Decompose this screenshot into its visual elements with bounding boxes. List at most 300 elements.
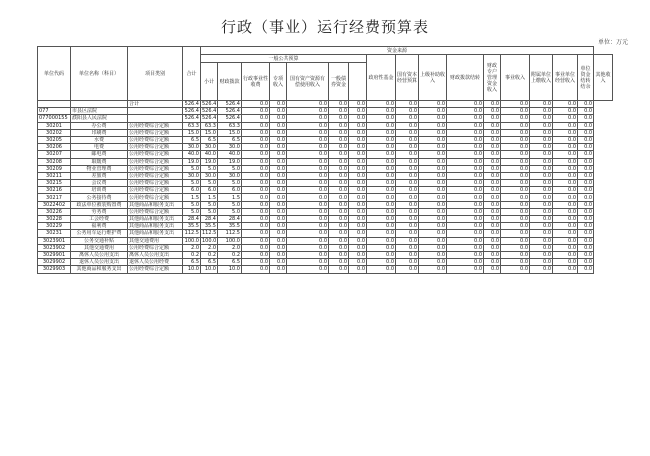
table-row xyxy=(38,201,613,208)
cell-special: 0.0 xyxy=(270,237,287,244)
cell-other: 0.0 xyxy=(578,115,594,122)
cell-total: 5.0 xyxy=(183,201,201,208)
cell-unit-name: 邮电费 xyxy=(71,151,128,158)
cell-business-op: 0.0 xyxy=(530,237,553,244)
cell-item-type: 公用经费综合定额 xyxy=(128,158,183,165)
header-subtotal: 小计 xyxy=(201,63,218,101)
cell-carryover: 0.0 xyxy=(553,237,578,244)
cell-unit-code: 30209 xyxy=(38,165,71,172)
cell-state-asset: 0.0 xyxy=(287,122,329,129)
cell-fiscal-fund: 0.0 xyxy=(419,136,447,143)
cell-total: 63.3 xyxy=(183,122,201,129)
cell-unit-code: 3022402 xyxy=(38,201,71,208)
cell-item-type xyxy=(128,115,183,122)
table-row xyxy=(38,101,613,108)
cell-fiscal: 6.5 xyxy=(218,259,242,266)
cell-special: 0.0 xyxy=(270,223,287,230)
cell-fiscal: 35.5 xyxy=(218,223,242,230)
table-row xyxy=(38,230,613,237)
cell-special-fund: 0.0 xyxy=(447,201,484,208)
cell-special: 0.0 xyxy=(270,136,287,143)
cell-item-type: 公用经费综合定额 xyxy=(128,165,183,172)
cell-fiscal: 0.2 xyxy=(218,251,242,258)
cell-business: 0.0 xyxy=(484,180,501,187)
cell-item-type xyxy=(128,108,183,115)
cell-upper-subsidy: 0.0 xyxy=(396,129,419,136)
cell-state-capital: 0.0 xyxy=(367,158,396,165)
cell-admin-fee: 0.0 xyxy=(242,266,270,273)
cell-admin-fee: 0.0 xyxy=(242,180,270,187)
cell-special-fund: 0.0 xyxy=(447,216,484,223)
cell-other: 0.0 xyxy=(578,237,594,244)
cell-unit-name: 其他商品和服务支出 xyxy=(71,266,128,273)
cell-unit-name: 取暖费 xyxy=(71,158,128,165)
cell-special-fund: 0.0 xyxy=(447,230,484,237)
cell-admin-fee: 0.0 xyxy=(242,165,270,172)
cell-total: 6.0 xyxy=(183,187,201,194)
cell-total: 35.5 xyxy=(183,223,201,230)
cell-special: 0.0 xyxy=(270,266,287,273)
cell-total: 2.0 xyxy=(183,244,201,251)
cell-other: 0.0 xyxy=(578,151,594,158)
cell-special: 0.0 xyxy=(270,244,287,251)
table-row xyxy=(38,136,613,143)
cell-gov-fund: 0.0 xyxy=(349,244,367,251)
cell-item-type: 公用经费综合定额 xyxy=(128,151,183,158)
cell-fiscal: 19.0 xyxy=(218,158,242,165)
cell-unit-name: 濮阳县人民法院 xyxy=(71,115,128,122)
header-special-fund: 财政专户管理资金收入 xyxy=(484,55,501,101)
cell-subtotal: 1.5 xyxy=(201,194,218,201)
cell-general-bond: 0.0 xyxy=(329,180,349,187)
cell-business: 0.0 xyxy=(484,165,501,172)
cell-other: 0.0 xyxy=(578,201,594,208)
cell-subtotal: 5.0 xyxy=(201,201,218,208)
cell-other: 0.0 xyxy=(578,136,594,143)
cell-unit-code: 30228 xyxy=(38,216,71,223)
cell-special-fund: 0.0 xyxy=(447,194,484,201)
cell-special-fund: 0.0 xyxy=(447,136,484,143)
cell-upper-subsidy: 0.0 xyxy=(396,266,419,273)
cell-state-asset: 0.0 xyxy=(287,201,329,208)
cell-business: 0.0 xyxy=(484,251,501,258)
cell-total: 6.5 xyxy=(183,136,201,143)
cell-fiscal-fund: 0.0 xyxy=(419,115,447,122)
cell-fiscal: 1.5 xyxy=(218,194,242,201)
cell-fiscal: 10.0 xyxy=(218,266,242,273)
cell-unit-name: 劳务费 xyxy=(71,208,128,215)
cell-subtotal: 35.5 xyxy=(201,223,218,230)
cell-business: 0.0 xyxy=(484,101,501,108)
cell-special: 0.0 xyxy=(270,201,287,208)
cell-state-capital: 0.0 xyxy=(367,180,396,187)
cell-state-capital: 0.0 xyxy=(367,151,396,158)
cell-special-fund: 0.0 xyxy=(447,259,484,266)
cell-special-fund: 0.0 xyxy=(447,237,484,244)
cell-business-op: 0.0 xyxy=(530,230,553,237)
cell-business-op: 0.0 xyxy=(530,251,553,258)
cell-carryover: 0.0 xyxy=(553,201,578,208)
cell-carryover: 0.0 xyxy=(553,151,578,158)
cell-state-capital: 0.0 xyxy=(367,216,396,223)
cell-unit-name: 退休人员公用支出 xyxy=(71,259,128,266)
cell-affiliated: 0.0 xyxy=(501,144,530,151)
cell-general-bond: 0.0 xyxy=(329,201,349,208)
cell-general-bond: 0.0 xyxy=(329,136,349,143)
cell-gov-fund: 0.0 xyxy=(349,136,367,143)
cell-business-op: 0.0 xyxy=(530,129,553,136)
cell-business: 0.0 xyxy=(484,187,501,194)
table-row xyxy=(38,244,613,251)
cell-state-capital: 0.0 xyxy=(367,259,396,266)
cell-business-op: 0.0 xyxy=(530,201,553,208)
cell-fiscal: 526.4 xyxy=(218,101,242,108)
cell-general-bond: 0.0 xyxy=(329,144,349,151)
cell-business: 0.0 xyxy=(484,244,501,251)
cell-carryover: 0.0 xyxy=(553,266,578,273)
header-general-budget: 一般公共预算 xyxy=(201,55,367,63)
cell-total: 526.4 xyxy=(183,101,201,108)
header-affiliated: 附属单位上缴收入 xyxy=(530,55,553,101)
cell-upper-subsidy: 0.0 xyxy=(396,251,419,258)
table-row xyxy=(38,108,613,115)
cell-business-op: 0.0 xyxy=(530,244,553,251)
cell-state-asset: 0.0 xyxy=(287,115,329,122)
cell-carryover: 0.0 xyxy=(553,144,578,151)
cell-other: 0.0 xyxy=(578,187,594,194)
cell-carryover: 0.0 xyxy=(553,244,578,251)
cell-unit-code: 30201 xyxy=(38,122,71,129)
cell-subtotal: 30.0 xyxy=(201,144,218,151)
cell-affiliated: 0.0 xyxy=(501,101,530,108)
cell-special: 0.0 xyxy=(270,172,287,179)
table-row xyxy=(38,122,613,129)
cell-business-op: 0.0 xyxy=(530,187,553,194)
cell-gov-fund: 0.0 xyxy=(349,201,367,208)
table-row xyxy=(38,129,613,136)
cell-unit-name: 公务接待费 xyxy=(71,194,128,201)
cell-unit-code: 3023901 xyxy=(38,237,71,244)
cell-gov-fund: 0.0 xyxy=(349,108,367,115)
header-unit-code: 单位代码 xyxy=(38,47,71,101)
cell-unit-name: 工会经费 xyxy=(71,216,128,223)
cell-fiscal: 63.3 xyxy=(218,122,242,129)
cell-state-asset: 0.0 xyxy=(287,187,329,194)
cell-unit-code: 077 xyxy=(38,108,71,115)
cell-subtotal: 6.0 xyxy=(201,187,218,194)
cell-state-capital: 0.0 xyxy=(367,129,396,136)
cell-state-capital: 0.0 xyxy=(367,115,396,122)
cell-carryover: 0.0 xyxy=(553,136,578,143)
cell-state-asset: 0.0 xyxy=(287,151,329,158)
cell-state-capital: 0.0 xyxy=(367,223,396,230)
cell-upper-subsidy: 0.0 xyxy=(396,165,419,172)
cell-gov-fund: 0.0 xyxy=(349,151,367,158)
cell-state-asset: 0.0 xyxy=(287,208,329,215)
cell-other: 0.0 xyxy=(578,180,594,187)
cell-gov-fund: 0.0 xyxy=(349,101,367,108)
cell-total: 40.0 xyxy=(183,151,201,158)
cell-unit-name: 水费 xyxy=(71,136,128,143)
cell-fiscal: 6.0 xyxy=(218,187,242,194)
cell-business: 0.0 xyxy=(484,151,501,158)
cell-subtotal: 112.5 xyxy=(202,230,217,237)
table-row xyxy=(38,172,613,179)
cell-fiscal: 5.0 xyxy=(218,180,242,187)
cell-special-fund: 0.0 xyxy=(447,187,484,194)
cell-admin-fee: 0.0 xyxy=(242,187,270,194)
cell-gov-fund: 0.0 xyxy=(349,165,367,172)
cell-special-fund: 0.0 xyxy=(447,266,484,273)
cell-fiscal-fund: 0.0 xyxy=(419,251,447,258)
cell-fiscal: 6.5 xyxy=(218,136,242,143)
cell-carryover: 0.0 xyxy=(553,223,578,230)
cell-admin-fee: 0.0 xyxy=(242,244,270,251)
cell-total: 100.0 xyxy=(183,237,201,244)
cell-business-op: 0.0 xyxy=(530,151,553,158)
cell-state-capital: 0.0 xyxy=(367,122,396,129)
cell-upper-subsidy: 0.0 xyxy=(396,101,419,108)
cell-other: 0.0 xyxy=(578,216,594,223)
cell-unit-name: 办公费 xyxy=(71,122,128,129)
cell-fiscal-fund: 0.0 xyxy=(419,237,447,244)
table-row xyxy=(38,208,613,215)
cell-total: 30.0 xyxy=(183,144,201,151)
cell-carryover: 0.0 xyxy=(553,259,578,266)
cell-other: 0.0 xyxy=(578,108,594,115)
table-row xyxy=(38,180,613,187)
cell-item-type: 其他商品和服务支出 xyxy=(128,201,183,208)
cell-gov-fund: 0.0 xyxy=(349,129,367,136)
cell-special-fund: 0.0 xyxy=(447,165,484,172)
table-body xyxy=(38,101,613,274)
cell-fiscal-fund: 0.0 xyxy=(419,201,447,208)
cell-admin-fee: 0.0 xyxy=(242,208,270,215)
cell-unit-code: 3029901 xyxy=(38,251,71,258)
cell-other: 0.0 xyxy=(578,172,594,179)
cell-fiscal: 30.0 xyxy=(218,144,242,151)
cell-gov-fund: 0.0 xyxy=(349,216,367,223)
cell-carryover: 0.0 xyxy=(553,122,578,129)
cell-general-bond: 0.0 xyxy=(329,244,349,251)
cell-admin-fee: 0.0 xyxy=(242,259,270,266)
cell-gov-fund: 0.0 xyxy=(349,187,367,194)
cell-admin-fee: 0.0 xyxy=(242,194,270,201)
cell-subtotal: 63.3 xyxy=(201,122,218,129)
cell-other: 0.0 xyxy=(578,194,594,201)
cell-business: 0.0 xyxy=(484,266,501,273)
cell-total: 526.4 xyxy=(183,115,201,122)
cell-unit-code: 30217 xyxy=(38,194,71,201)
cell-other: 0.0 xyxy=(578,122,594,129)
cell-affiliated: 0.0 xyxy=(501,194,530,201)
cell-business-op: 0.0 xyxy=(530,259,553,266)
cell-special-fund: 0.0 xyxy=(447,129,484,136)
cell-affiliated: 0.0 xyxy=(501,158,530,165)
cell-unit-name: 政法单位被装购置费 xyxy=(71,201,128,208)
cell-unit-code: 30215 xyxy=(38,180,71,187)
cell-special: 0.0 xyxy=(270,158,287,165)
cell-carryover: 0.0 xyxy=(553,187,578,194)
cell-business-op: 0.0 xyxy=(530,216,553,223)
cell-subtotal: 5.0 xyxy=(201,208,218,215)
cell-business-op: 0.0 xyxy=(530,194,553,201)
cell-business: 0.0 xyxy=(484,115,501,122)
cell-general-bond: 0.0 xyxy=(329,172,349,179)
cell-special: 0.0 xyxy=(270,108,287,115)
cell-upper-subsidy: 0.0 xyxy=(396,187,419,194)
cell-special-fund: 0.0 xyxy=(447,180,484,187)
header-business: 事业收入 xyxy=(501,55,530,101)
cell-affiliated: 0.0 xyxy=(501,237,530,244)
cell-general-bond: 0.0 xyxy=(329,101,349,108)
cell-total: 28.4 xyxy=(183,216,201,223)
cell-upper-subsidy: 0.0 xyxy=(396,115,419,122)
cell-other: 0.0 xyxy=(578,259,594,266)
cell-special-fund: 0.0 xyxy=(447,151,484,158)
cell-fiscal: 100.0 xyxy=(218,237,242,244)
cell-gov-fund: 0.0 xyxy=(349,172,367,179)
cell-subtotal: 100.0 xyxy=(202,237,217,244)
cell-affiliated: 0.0 xyxy=(501,108,530,115)
cell-gov-fund: 0.0 xyxy=(349,158,367,165)
cell-business: 0.0 xyxy=(484,108,501,115)
header-admin-fee: 行政事业性收费 xyxy=(242,63,270,101)
cell-gov-fund: 0.0 xyxy=(349,115,367,122)
cell-item-type: 公用经费综合定额 xyxy=(128,244,183,251)
cell-affiliated: 0.0 xyxy=(501,136,530,143)
header-item-type: 项目类别 xyxy=(128,47,183,101)
cell-upper-subsidy: 0.0 xyxy=(396,259,419,266)
cell-total: 6.5 xyxy=(183,259,201,266)
cell-gov-fund: 0.0 xyxy=(349,180,367,187)
cell-special: 0.0 xyxy=(270,144,287,151)
cell-state-asset: 0.0 xyxy=(287,165,329,172)
cell-business: 0.0 xyxy=(484,259,501,266)
table-row xyxy=(38,194,613,201)
cell-other: 0.0 xyxy=(578,208,594,215)
cell-business-op: 0.0 xyxy=(530,136,553,143)
cell-admin-fee: 0.0 xyxy=(242,129,270,136)
cell-gov-fund: 0.0 xyxy=(349,259,367,266)
cell-admin-fee: 0.0 xyxy=(242,158,270,165)
cell-carryover: 0.0 xyxy=(553,115,578,122)
cell-special: 0.0 xyxy=(270,165,287,172)
cell-business: 0.0 xyxy=(484,201,501,208)
cell-state-capital: 0.0 xyxy=(367,208,396,215)
cell-unit-code: 30216 xyxy=(38,187,71,194)
cell-affiliated: 0.0 xyxy=(501,129,530,136)
cell-subtotal: 0.2 xyxy=(201,251,218,258)
cell-fiscal-fund: 0.0 xyxy=(419,208,447,215)
cell-affiliated: 0.0 xyxy=(501,180,530,187)
cell-general-bond: 0.0 xyxy=(329,237,349,244)
cell-unit-code: 30211 xyxy=(38,172,71,179)
cell-business: 0.0 xyxy=(484,237,501,244)
cell-fiscal-fund: 0.0 xyxy=(419,158,447,165)
cell-affiliated: 0.0 xyxy=(501,251,530,258)
cell-upper-subsidy: 0.0 xyxy=(396,201,419,208)
cell-item-type: 公用经费综合定额 xyxy=(128,194,183,201)
table-row xyxy=(38,158,613,165)
header-general-bond: 一般债券资金 xyxy=(329,63,349,101)
cell-fiscal-fund: 0.0 xyxy=(419,122,447,129)
cell-carryover: 0.0 xyxy=(553,208,578,215)
cell-special-fund: 0.0 xyxy=(447,122,484,129)
cell-business: 0.0 xyxy=(484,129,501,136)
cell-affiliated: 0.0 xyxy=(501,201,530,208)
cell-general-bond: 0.0 xyxy=(329,165,349,172)
cell-special: 0.0 xyxy=(270,216,287,223)
cell-gov-fund: 0.0 xyxy=(349,266,367,273)
cell-total: 19.0 xyxy=(183,158,201,165)
cell-fiscal-fund: 0.0 xyxy=(419,172,447,179)
table-row xyxy=(38,251,613,258)
cell-item-type: 公用经费综合定额 xyxy=(128,122,183,129)
cell-total: 1.5 xyxy=(183,194,201,201)
cell-fiscal: 526.4 xyxy=(218,115,242,122)
cell-unit-name: 印刷费 xyxy=(71,129,128,136)
cell-carryover: 0.0 xyxy=(553,251,578,258)
cell-general-bond: 0.0 xyxy=(329,251,349,258)
cell-state-capital: 0.0 xyxy=(367,201,396,208)
cell-fiscal: 2.0 xyxy=(218,244,242,251)
cell-admin-fee: 0.0 xyxy=(242,172,270,179)
cell-unit-code: 077000155 xyxy=(38,115,71,122)
cell-state-capital: 0.0 xyxy=(367,144,396,151)
cell-fiscal-fund: 0.0 xyxy=(419,216,447,223)
cell-unit-code: 30207 xyxy=(38,151,71,158)
cell-business: 0.0 xyxy=(484,172,501,179)
cell-carryover: 0.0 xyxy=(553,165,578,172)
cell-state-asset: 0.0 xyxy=(287,108,329,115)
cell-business: 0.0 xyxy=(484,223,501,230)
cell-upper-subsidy: 0.0 xyxy=(396,108,419,115)
cell-carryover: 0.0 xyxy=(553,172,578,179)
header-business-op: 事业单位经营收入 xyxy=(553,55,578,101)
cell-unit-code: 30229 xyxy=(38,223,71,230)
cell-unit-name: 离休人员公用支出 xyxy=(71,251,128,258)
cell-affiliated: 0.0 xyxy=(501,244,530,251)
cell-admin-fee: 0.0 xyxy=(242,216,270,223)
cell-unit-code: 3023902 xyxy=(38,244,71,251)
cell-business: 0.0 xyxy=(484,230,501,237)
table-row xyxy=(38,115,613,122)
cell-upper-subsidy: 0.0 xyxy=(396,172,419,179)
cell-upper-subsidy: 0.0 xyxy=(396,237,419,244)
cell-item-type: 公用经费综合定额 xyxy=(128,144,183,151)
cell-business-op: 0.0 xyxy=(530,172,553,179)
cell-unit-name: 福利费 xyxy=(71,223,128,230)
cell-subtotal: 6.5 xyxy=(201,136,218,143)
cell-other: 0.0 xyxy=(578,158,594,165)
cell-carryover: 0.0 xyxy=(553,216,578,223)
cell-business-op: 0.0 xyxy=(530,165,553,172)
cell-carryover: 0.0 xyxy=(553,158,578,165)
cell-state-asset: 0.0 xyxy=(287,194,329,201)
cell-fiscal-fund: 0.0 xyxy=(419,129,447,136)
cell-state-asset: 0.0 xyxy=(287,223,329,230)
table-row xyxy=(38,266,613,273)
cell-unit-code: 30208 xyxy=(38,158,71,165)
cell-item-type: 公用经费综合定额 xyxy=(128,187,183,194)
cell-subtotal: 6.5 xyxy=(201,259,218,266)
cell-total: 5.0 xyxy=(183,180,201,187)
cell-fiscal-fund: 0.0 xyxy=(419,151,447,158)
cell-total: 0.2 xyxy=(183,251,201,258)
cell-upper-subsidy: 0.0 xyxy=(396,144,419,151)
header-fiscal-fund: 财政拨款结转 xyxy=(447,55,484,101)
